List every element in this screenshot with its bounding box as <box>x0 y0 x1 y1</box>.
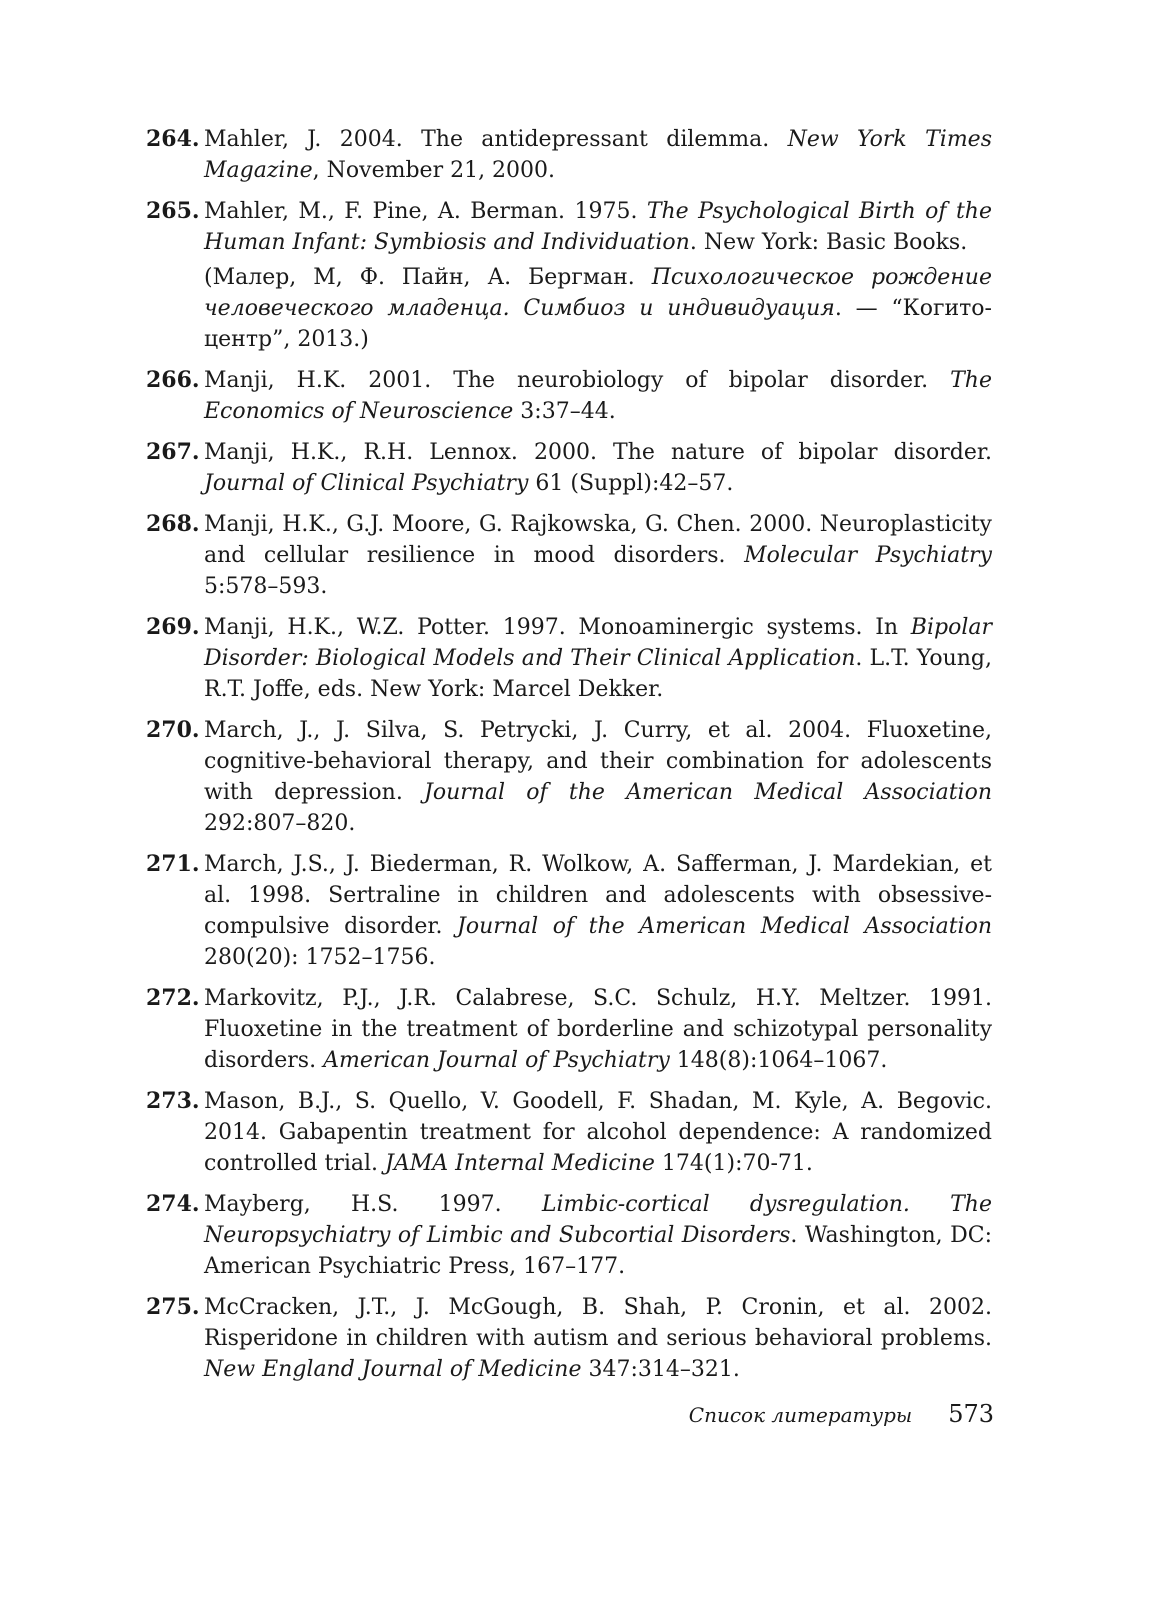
reference-text-segment: Manji, H.K., W.Z. Potter. 1997. Monoaminergic systems. In <box>204 615 911 640</box>
reference-number: 264. <box>146 126 200 152</box>
reference-item <box>146 1086 992 1179</box>
reference-item <box>146 437 992 499</box>
reference-text <box>204 124 992 186</box>
reference-title-italic: Journal of Clinical Psychiatry <box>204 471 529 496</box>
reference-title-italic: American Journal of Psychiatry <box>323 1048 670 1073</box>
reference-title-italic: Journal of the American Medical Association <box>424 780 993 805</box>
reference-text-segment: 174(1):70-71. <box>654 1151 813 1176</box>
reference-text-segment: . New York: Basic Books. <box>689 230 968 255</box>
reference-text <box>204 612 992 705</box>
reference-text-segment: March, J., J. Silva, S. Petrycki, J. Curry, et al. 2004. Fluoxetine, cognitive-behavioral therapy, and their combination for adolescents with depression. <box>204 718 992 805</box>
reference-list <box>146 124 992 1395</box>
reference-number: 270. <box>146 717 200 743</box>
reference-text-segment: . Washington, DC: American Psychiatric Press, 167–177. <box>204 1223 992 1279</box>
reference-text-segment: 292:807–820. <box>204 811 356 836</box>
reference-text-segment: 280(20): 1752–1756. <box>204 945 436 970</box>
reference-number: 273. <box>146 1088 200 1114</box>
reference-item <box>146 365 992 427</box>
reference-text <box>204 983 992 1076</box>
reference-number: 267. <box>146 439 200 465</box>
reference-text-segment: Markovitz, P.J., J.R. Calabrese, S.C. Schulz, H.Y. Meltzer. 1991. Fluoxetine in the treatment of borderline and schizotypal personality disorders. <box>204 986 992 1073</box>
reference-text-segment: Manji, H.K., R.H. Lennox. 2000. The nature of bipolar disorder. <box>204 440 992 465</box>
reference-number: 271. <box>146 851 200 877</box>
reference-item <box>146 715 992 839</box>
reference-text-segment: . L.T. Young, R.T. Joffe, eds. New York: Marcel Dekker. <box>204 646 992 702</box>
reference-text-segment: Mahler, M., F. Pine, A. Berman. 1975. <box>204 199 647 224</box>
reference-item <box>146 1189 992 1282</box>
reference-title-italic: Limbic-cortical dysregulation. The Neuropsychiatry of Limbic and Subcortial Disorders <box>204 1192 992 1248</box>
reference-item <box>146 124 992 186</box>
page-number: 573 <box>948 1400 994 1428</box>
reference-title-italic: New York Times Magazine <box>204 127 992 183</box>
translation-text-segment: . — “Когито-центр”, 2013.) <box>204 296 992 352</box>
reference-text-segment: , November 21, 2000. <box>312 158 556 183</box>
reference-translation <box>204 262 992 355</box>
reference-text-segment: 3:37–44. <box>513 399 616 424</box>
reference-number: 275. <box>146 1294 200 1320</box>
reference-text <box>204 437 992 499</box>
reference-text-segment: Manji, H.K. 2001. The neurobiology of bipolar disorder. <box>204 368 951 393</box>
reference-title-italic: New England Journal of Medicine <box>204 1357 582 1382</box>
reference-item <box>146 849 992 973</box>
reference-number: 269. <box>146 614 200 640</box>
reference-title-italic: JAMA Internal Medicine <box>385 1151 655 1176</box>
reference-text-segment: Manji, H.K., G.J. Moore, G. Rajkowska, G. Chen. 2000. Neuroplasticity and cellular resilience in mood disorders. <box>204 512 992 568</box>
reference-item <box>146 983 992 1076</box>
reference-text-segment: Mason, B.J., S. Quello, V. Goodell, F. Shadan, M. Kyle, A. Begovic. 2014. Gabapentin treatment for alcohol dependence: A randomized controlled trial. <box>204 1089 992 1176</box>
reference-text-segment: March, J.S., J. Biederman, R. Wolkow, A. Safferman, J. Mardekian, et al. 1998. Sertraline in children and adolescents with obsessive-compulsive disorder. <box>204 852 992 939</box>
reference-text <box>204 1292 992 1385</box>
translation-title-italic: Психологическое рождение человеческого младенца. Симбиоз и индивидуация <box>204 265 992 321</box>
reference-text-segment: 347:314–321. <box>581 1357 740 1382</box>
page-footer <box>689 1400 994 1428</box>
reference-number: 274. <box>146 1191 200 1217</box>
reference-title-italic: The Psychological Birth of the Human Infant: Symbiosis and Individuation <box>204 199 992 255</box>
running-footer-section-title: Список литературы <box>688 1403 913 1427</box>
reference-item <box>146 509 992 602</box>
reference-text <box>204 849 992 973</box>
reference-number: 272. <box>146 985 200 1011</box>
translation-text-segment: (Малер, М, Ф. Пайн, А. Бергман. <box>204 265 652 290</box>
reference-text-segment: 61 (Suppl):42–57. <box>528 471 734 496</box>
reference-title-italic: The Economics of Neuroscience <box>204 368 992 424</box>
reference-text-segment: Mayberg, H.S. 1997. <box>204 1192 542 1217</box>
reference-title-italic: Journal of the American Medical Association <box>457 914 992 939</box>
reference-title-italic: Bipolar Disorder: Biological Models and Their Clinical Application <box>204 615 992 671</box>
reference-text <box>204 715 992 839</box>
reference-number: 268. <box>146 511 200 537</box>
reference-text <box>204 509 992 602</box>
reference-number: 265. <box>146 198 200 224</box>
reference-text <box>204 1086 992 1179</box>
reference-item <box>146 196 992 355</box>
reference-title-italic: Molecular Psychiatry <box>744 543 992 568</box>
reference-text <box>204 1189 992 1282</box>
reference-text <box>204 365 992 427</box>
reference-text <box>204 196 992 258</box>
reference-number: 266. <box>146 367 200 393</box>
reference-item <box>146 1292 992 1385</box>
reference-item <box>146 612 992 705</box>
reference-text-segment: 5:578–593. <box>204 574 328 599</box>
reference-text-segment: 148(8):1064–1067. <box>669 1048 888 1073</box>
reference-text-segment: McCracken, J.T., J. McGough, B. Shah, P. Cronin, et al. 2002. Risperidone in children with autism and serious behavioral problems. <box>204 1295 992 1351</box>
reference-text-segment: Mahler, J. 2004. The antidepressant dilemma. <box>204 127 788 152</box>
